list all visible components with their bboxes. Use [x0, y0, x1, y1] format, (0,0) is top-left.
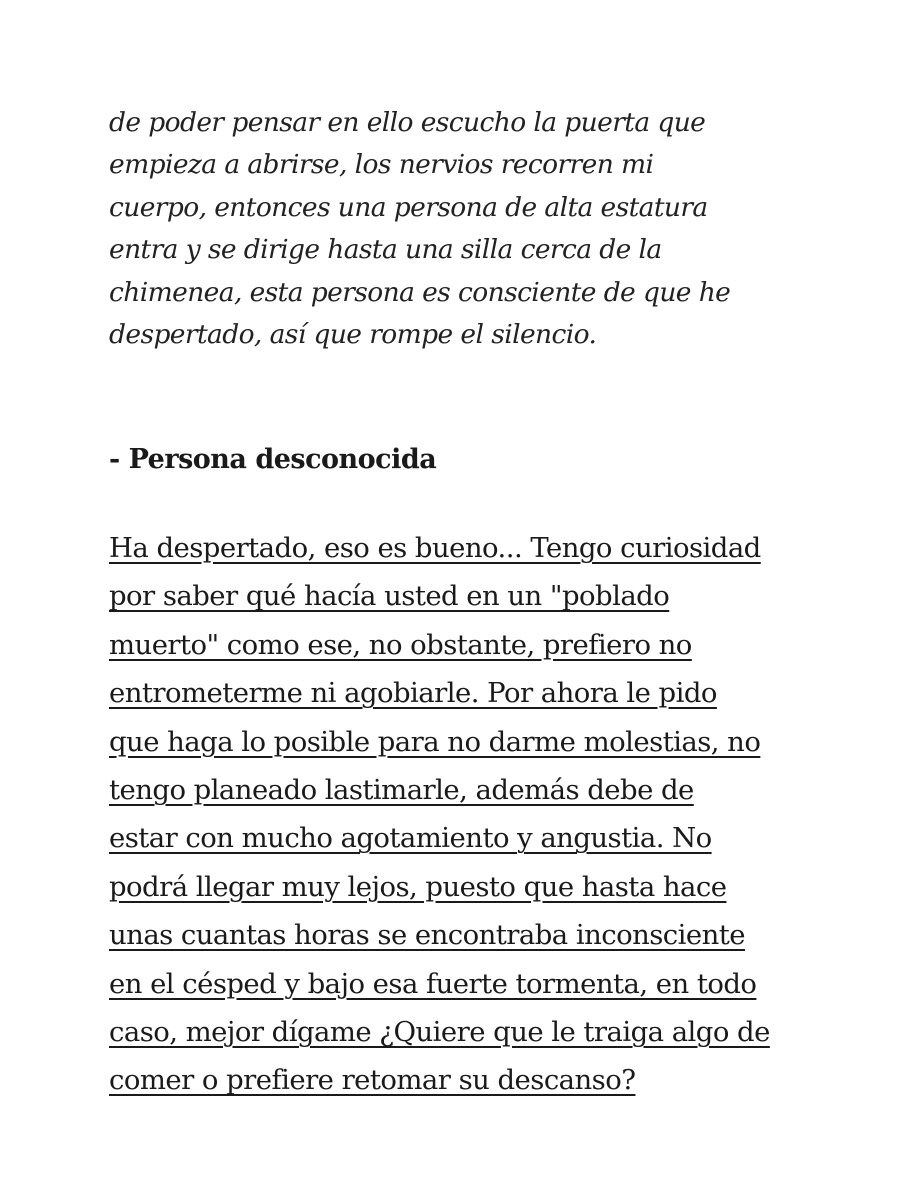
dialogue-line: por saber qué hacía usted en un "poblado	[109, 580, 670, 613]
narration-line: despertado, así que rompe el silencio.	[109, 319, 597, 351]
dialogue-line: que haga lo posible para no darme molestias, no	[109, 725, 761, 758]
dialogue-line: entrometerme ni agobiarle. Por ahora le pido	[109, 677, 717, 710]
narration-paragraph	[109, 102, 809, 356]
dialogue-line: podrá llegar muy lejos, puesto que hasta hace	[109, 870, 727, 903]
document-page	[109, 102, 809, 1097]
dialogue-line: Ha despertado, eso es bueno... Tengo curiosidad	[109, 532, 761, 564]
dialogue-line: estar con mucho agotamiento y angustia. No	[109, 822, 712, 855]
dialogue-line: unas cuantas horas se encontraba inconsciente	[109, 919, 746, 952]
dialogue-line: en el césped y bajo esa fuerte tormenta, en todo	[109, 967, 757, 1000]
narration-line: chimenea, esta persona es consciente de que he	[109, 276, 731, 308]
dialogue-line: muerto" como ese, no obstante, prefiero no	[109, 628, 692, 661]
narration-line: de poder pensar en ello escucho la puerta que	[109, 107, 706, 138]
dialogue-line: caso, mejor dígame ¿Quiere que le traiga algo de	[109, 1016, 770, 1049]
narration-line: cuerpo, entonces una persona de alta estatura	[109, 191, 708, 223]
narration-line: entra y se dirige hasta una silla cerca de la	[109, 234, 662, 266]
dialogue-line: tengo planeado lastimarle, además debe de	[109, 774, 694, 807]
speaker-heading: - Persona desconocida	[109, 444, 437, 475]
dialogue-paragraph	[109, 524, 770, 1105]
narration-line: empieza a abrirse, los nervios recorren mi	[109, 149, 654, 181]
dialogue-line: comer o prefiere retomar su descanso?	[109, 1064, 636, 1097]
